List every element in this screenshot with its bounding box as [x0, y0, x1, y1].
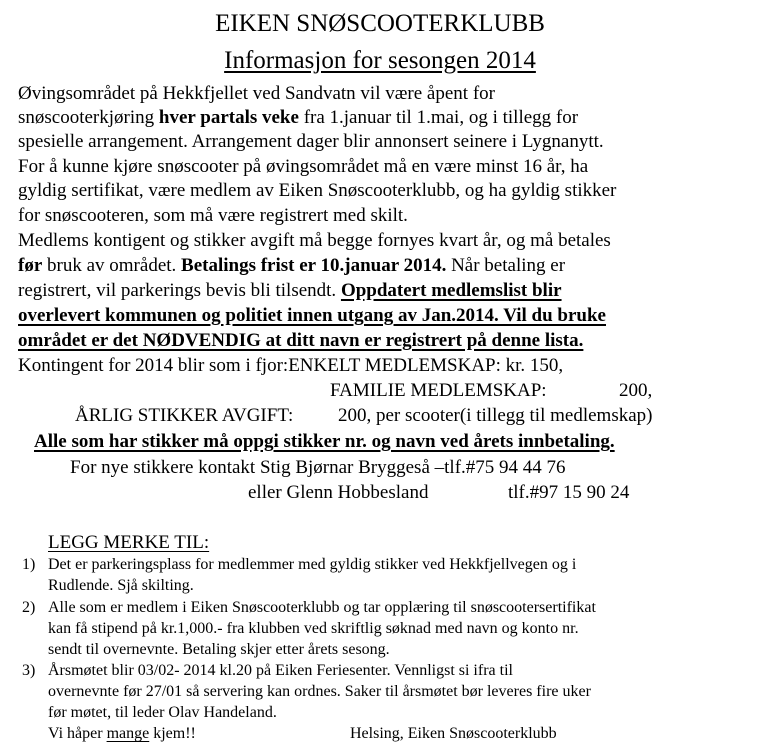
list-item-number: 2)	[22, 599, 36, 616]
list-item-line: Alle som er medlem i Eiken Snøscooterklubb og tar opplæring til snøscootersertifikat	[48, 599, 596, 616]
p2-line-1: For å kunne kjøre snøscooter på øvingsområdet må en være minst 16 år, ha	[18, 156, 589, 177]
closing-emphasis: mange	[106, 725, 150, 742]
title: EIKEN SNØSCOOTERKLUBB	[215, 10, 545, 37]
closing-line	[48, 726, 196, 742]
p3-line-3a: registrert, vil parkerings bevis bli tilsendt.	[18, 280, 341, 301]
p3-line-1: Medlems kontigent og stikker avgift må begge fornyes kvart år, og må betales	[18, 230, 611, 251]
list-item-number: 1)	[22, 556, 36, 573]
closing-c: kjem!!	[149, 725, 196, 742]
closing-a: Vi håper	[48, 725, 107, 742]
p3-line-3b: Oppdatert medlemslist blir	[340, 280, 562, 301]
stikker-notice-text: Alle som har stikker må oppgi stikker nr. og navn ved årets innbetaling.	[34, 431, 615, 452]
fees-line-3a: ÅRLIG STIKKER AVGIFT:	[75, 405, 294, 426]
p2-line-2: gyldig sertifikat, være medlem av Eiken Snøscooterklubb, og ha gyldig stikker	[18, 180, 617, 201]
p3-line-5	[18, 331, 583, 350]
fees-line-2a: FAMILIE MEDLEMSKAP:	[330, 380, 547, 401]
p3-line-2a: før	[18, 255, 43, 276]
contact-line-1: For nye stikkere kontakt Stig Bjørnar Bryggeså –tlf.#75 94 44 76	[70, 457, 566, 478]
p3-line-4-text: overlevert kommunen og politiet innen utgang av Jan.2014. Vil du bruke	[18, 305, 606, 326]
list-item-line: før møtet, til leder Olav Handeland.	[48, 704, 277, 721]
p1-line-2a: snøscooterkjøring	[18, 107, 159, 128]
fees-line-1: Kontingent for 2014 blir som i fjor:ENKELT MEDLEMSKAP: kr. 150,	[18, 355, 564, 376]
signoff: Helsing, Eiken Snøscooterklubb	[350, 725, 557, 742]
list-item-line: kan få stipend på kr.1,000.- fra klubben ved skriftlig søknad med navn og konto nr.	[48, 620, 579, 637]
fees-line-3b: 200, per scooter(i tillegg til medlemskap)	[338, 405, 653, 426]
p3-line-5-text: området er det NØDVENDIG at ditt navn er registrert på denne lista.	[18, 330, 584, 351]
p2-line-3: for snøscooteren, som må være registrert med skilt.	[18, 205, 408, 226]
p3-line-4	[18, 306, 606, 325]
p3-line-2	[18, 256, 565, 275]
p1-line-3: spesielle arrangement. Arrangement dager blir annonsert seinere i Lygnanytt.	[18, 131, 604, 152]
p1-line-2c: fra 1.januar til 1.mai, og i tillegg for	[298, 107, 579, 128]
p1-line-2	[18, 108, 578, 127]
subtitle: Informasjon for sesongen 2014	[224, 47, 536, 74]
p1-line-1: Øvingsområdet på Hekkfjellet ved Sandvatn vil være åpent for	[18, 83, 495, 104]
fees-line-2b: 200,	[619, 380, 653, 401]
list-item-line: Det er parkeringsplass for medlemmer med gyldig stikker ved Hekkfjellvegen og i	[48, 556, 577, 573]
list-item-line: sendt til overnevnte. Betaling skjer etter årets sesong.	[48, 641, 390, 658]
contact-line-2b: tlf.#97 15 90 24	[508, 482, 630, 503]
list-item-number: 3)	[22, 662, 36, 679]
p1-line-2b: hver partals veke	[158, 107, 299, 128]
legg-merke-heading: LEGG MERKE TIL:	[48, 532, 210, 553]
p3-line-2b: bruk av området.	[42, 255, 182, 276]
list-item-line: Rudlende. Sjå skilting.	[48, 577, 194, 594]
p3-line-2d: Når betaling er	[446, 255, 566, 276]
p3-line-2c: Betalings frist er 10.januar 2014.	[181, 255, 447, 276]
list-item-line: overnevnte før 27/01 så servering kan ordnes. Saker til årsmøtet bør leveres fire uker	[48, 683, 591, 700]
list-item-line: Årsmøtet blir 03/02- 2014 kl.20 på Eiken Feriesenter. Vennligst si ifra til	[48, 662, 513, 679]
stikker-notice	[34, 432, 615, 451]
contact-line-2a: eller Glenn Hobbesland	[248, 482, 429, 503]
p3-line-3	[18, 281, 562, 300]
